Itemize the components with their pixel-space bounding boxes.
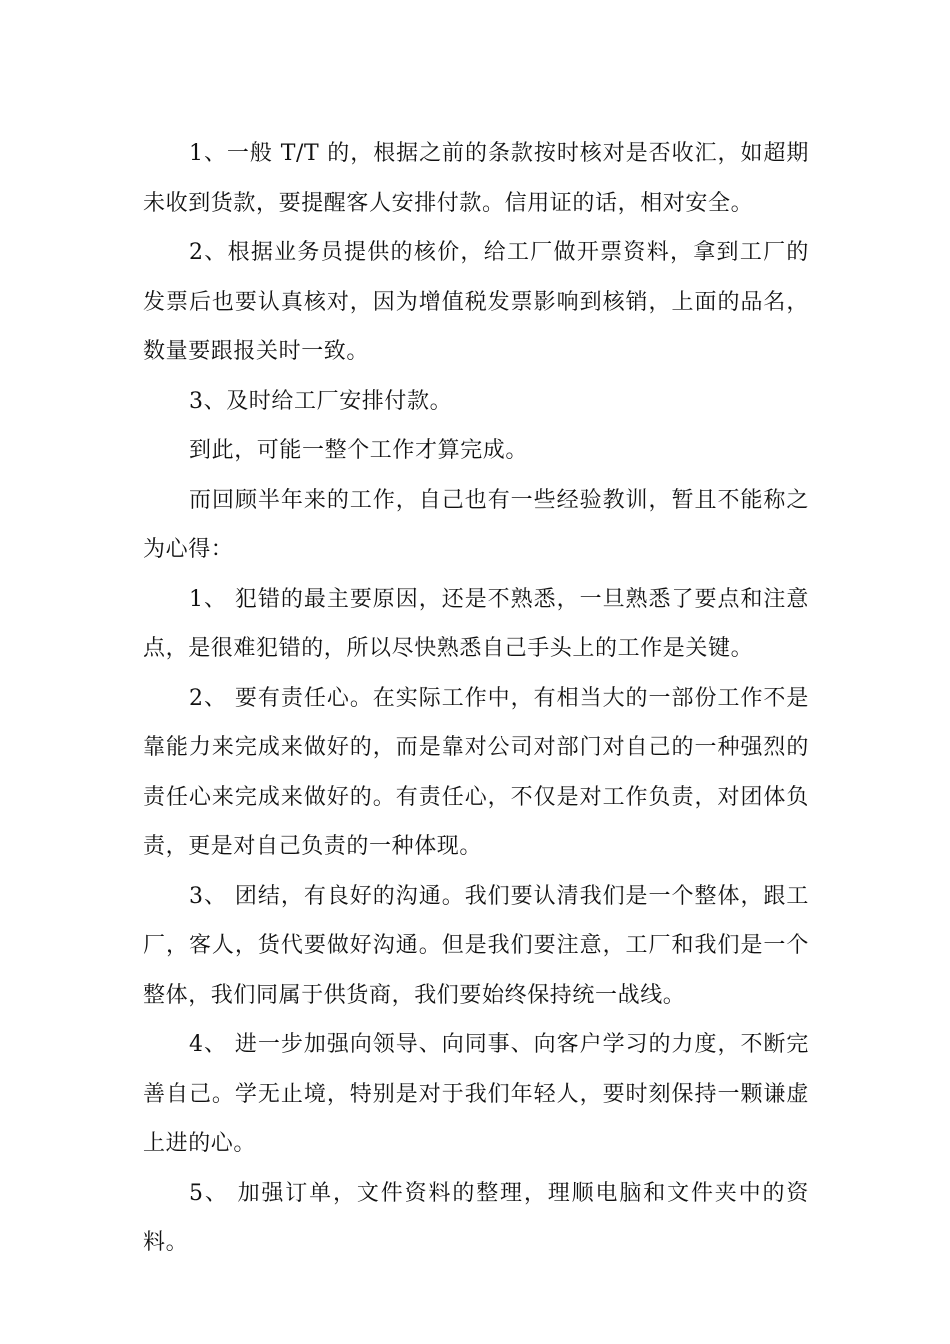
paragraph-lesson-familiarity: 1、 犯错的最主要原因，还是不熟悉，一旦熟悉了要点和注意点，是很难犯错的，所以尽快熟悉自己手头上的工作是关键。: [143, 586, 809, 661]
paragraph-invoice-check: 2、根据业务员提供的核价，给工厂做开票资料，拿到工厂的发票后也要认真核对，因为增值税发票影响到核销，上面的品名，数量要跟报关时一致。: [143, 240, 809, 364]
paragraph-lesson-learning: 4、 进一步加强向领导、向同事、向客户学习的力度，不断完善自己。学无止境，特别是对于我们年轻人，要时刻保持一颗谦虚上进的心。: [143, 1032, 809, 1156]
paragraph-review-intro: 而回顾半年来的工作，自己也有一些经验教训，暂且不能称之为心得：: [143, 487, 809, 562]
paragraph-factory-payment: 3、及时给工厂安排付款。: [189, 388, 453, 414]
paragraph-work-complete: 到此，可能一整个工作才算完成。: [189, 438, 529, 463]
paragraph-tt-payment: 1、一般 T/T 的，根据之前的条款按时核对是否收汇，如超期未收到货款，要提醒客人安排付款。信用证的话，相对安全。: [143, 141, 809, 216]
paragraph-lesson-organization: 5、 加强订单，文件资料的整理，理顺电脑和文件夹中的资料。: [143, 1180, 809, 1255]
paragraph-lesson-communication: 3、 团结，有良好的沟通。我们要认清我们是一个整体，跟工厂，客人，货代要做好沟通。但是我们要注意，工厂和我们是一个整体，我们同属于供货商，我们要始终保持统一战线。: [143, 883, 809, 1008]
document-body: [143, 129, 809, 1268]
paragraph-lesson-responsibility: 2、 要有责任心。在实际工作中，有相当大的一部份工作不是靠能力来完成来做好的，而是靠对公司对部门对自己的一种强烈的责任心来完成来做好的。有责任心，不仅是对工作负责，对团体负责，更是对自己负责的一种体现。: [143, 685, 809, 859]
